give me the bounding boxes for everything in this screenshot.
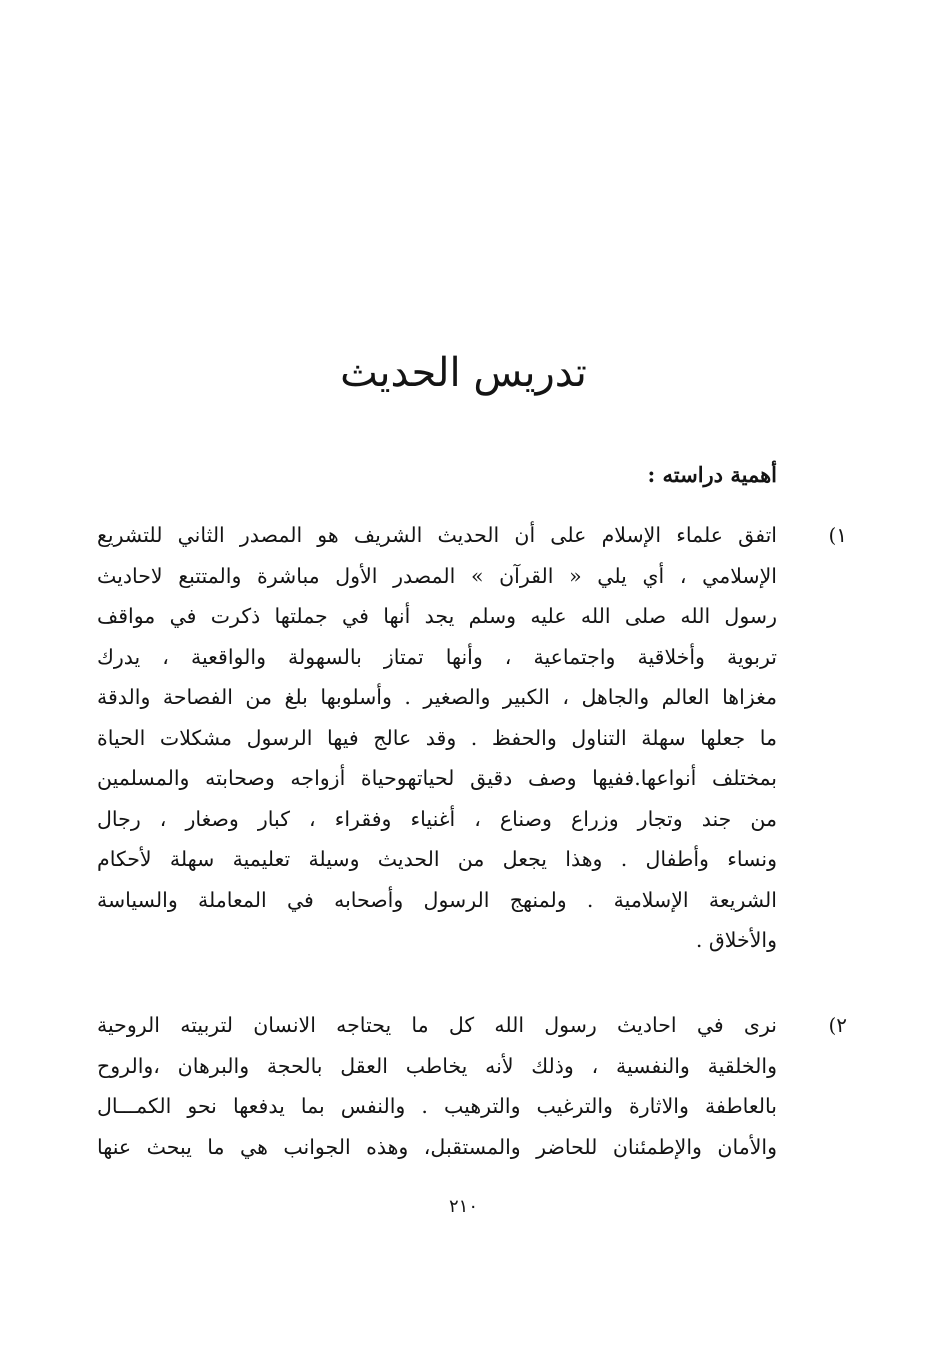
numbered-paragraph-2: [97, 1005, 847, 1167]
section-heading: أهمية دراسته :: [647, 462, 777, 487]
text-line: الشريعة الإسلامية . ولمنهج الرسول وأصحابه في المعاملة والسياسة: [97, 887, 777, 912]
text-line: الإسلامي ، أي يلي « القرآن » المصدر الأول مباشرة والمتتبع لاحاديث: [97, 563, 777, 588]
numbered-paragraph-1: [97, 515, 847, 961]
text-line: والأمان والإطمئنان للحاضر والمستقبل، وهذه الجوانب هي ما يبحث عنها: [97, 1134, 777, 1159]
text-line: نرى في احاديث رسول الله كل ما يحتاجه الانسان لتربيته الروحية: [97, 1013, 777, 1037]
text-line: تربوية وأخلاقية واجتماعية ، وأنها تمتاز بالسهولة والواقعية ، يدرك: [97, 644, 777, 669]
text-line: ما جعلها سهلة التناول والحفظ . وقد عالج فيها الرسول مشكلات الحياة: [97, 725, 777, 750]
text-line: بالعاطفة والاثارة والترغيب والترهيب . والنفس بما يدفعها نحو الكمـــال: [97, 1094, 777, 1118]
paragraph-text: [97, 515, 777, 961]
chapter-title: تدريس الحديث: [340, 350, 587, 396]
text-line: والأخلاق .: [695, 928, 777, 952]
text-line: ونساء وأطفال . وهذا يجعل من الحديث وسيلة تعليمية سهلة لأحكام: [97, 847, 777, 871]
page-number: ٢١٠: [448, 1196, 478, 1217]
paragraph-text: [97, 1005, 777, 1167]
paragraph-number: ٢): [828, 1013, 847, 1037]
text-line: مغزاها العالم والجاهل ، الكبير والصغير . وأسلوبها بلغ من الفصاحة والدقة: [97, 685, 777, 709]
paragraph-number: ١): [828, 523, 847, 547]
text-line: والخلقية والنفسية ، وذلك لأنه يخاطب العقل بالحجة والبرهان ،والروح: [97, 1053, 777, 1078]
text-line: بمختلف أنواعها.ففيها وصف دقيق لحياتهوحياة أزواجه وصحابته والمسلمين: [97, 766, 777, 790]
text-line: اتفق علماء الإسلام على أن الحديث الشريف هو المصدر الثاني للتشريع: [97, 523, 777, 547]
text-line: من جند وتجار وزراع وصناع ، أغنياء وفقراء ، كبار وصغار ، رجال: [97, 806, 777, 831]
text-line: رسول الله صلى الله عليه وسلم يجد أنها في جملتها ذكرت في مواقف: [97, 604, 777, 628]
